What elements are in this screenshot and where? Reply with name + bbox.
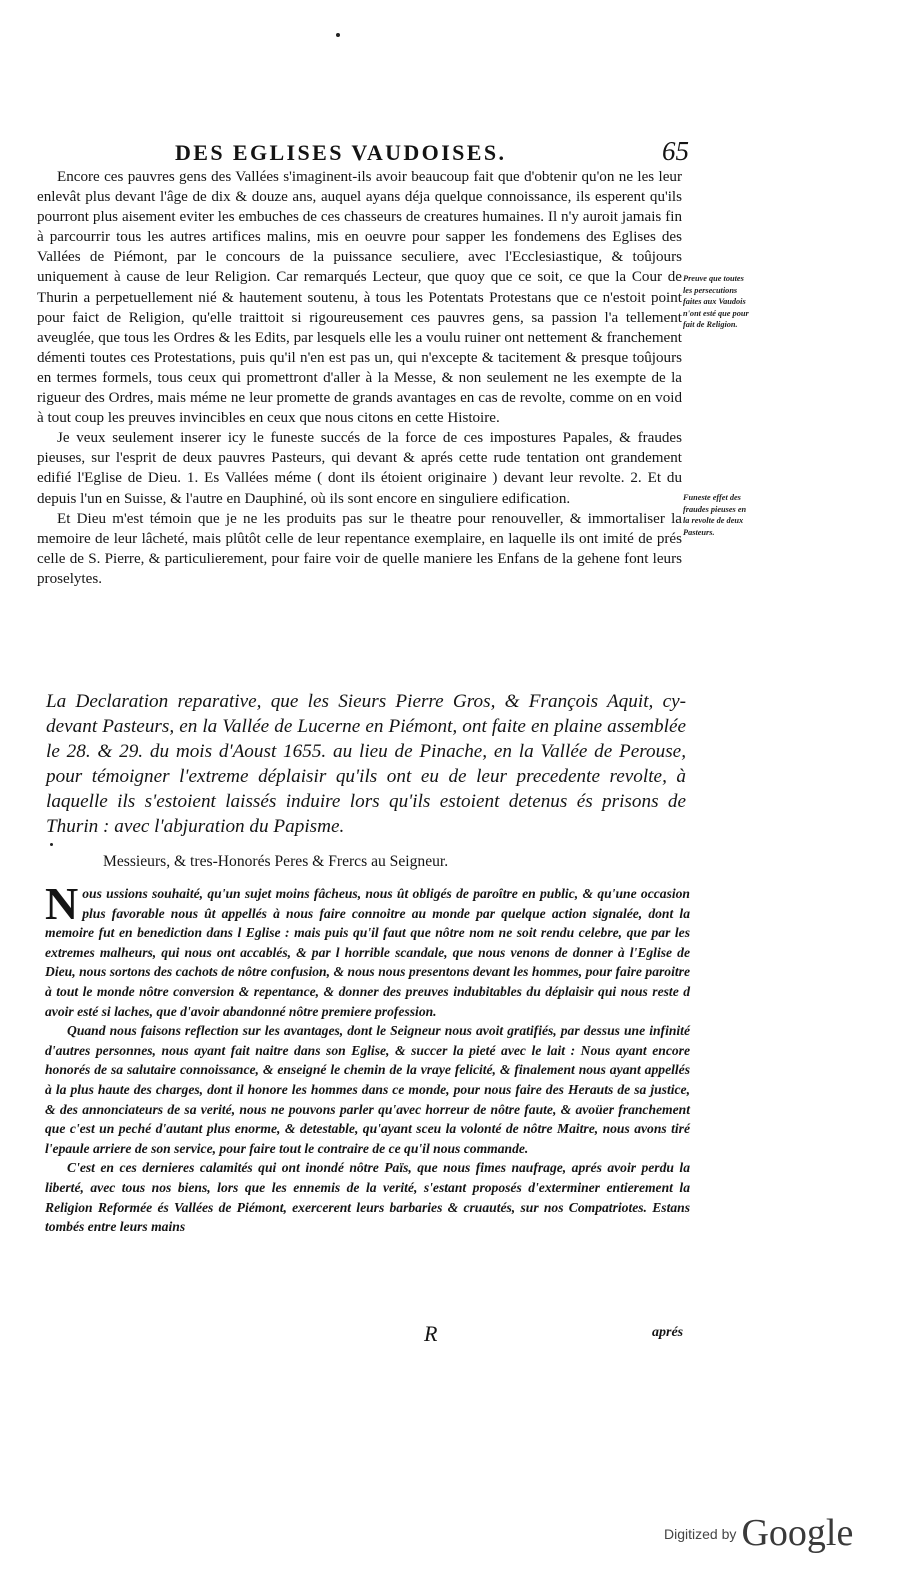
- main-text: [37, 167, 682, 589]
- signature-mark: R: [424, 1321, 438, 1346]
- declaration-text: [45, 878, 690, 1237]
- declaration-paragraph: C'est en ces dernieres calamités qui ont inondé nôtre Païs, que nous fimes naufrage, aprés avoir perdu la liberté, avec tous nos biens, lors que les ennemis de la verité, s'estant proposés d'exterminer entierement la Religion Reformée és Vallées de Piémont, exercerent leurs barbaries & cruautés, sur nos Compatriotes. Estans tombés entre leurs mains: [45, 1160, 690, 1235]
- declaration-title: La Declaration reparative, que les Sieurs Pierre Gros, & François Aquit, cy-devant Pasteurs, en la Vallée de Lucerne en Piémont, ont faite en plaine assemblée le 28. & 29. du mois d'Aoust 1655. au lieu de Pinache, en la Vallée de Perouse, pour témoigner l'extreme déplaisir qu'ils ont eu de leur precedente revolte, à laquelle ils s'estoient laissés induire lors qu'ils estoient detenus és prisons de Thurin : avec l'abjuration du Papisme.: [46, 691, 686, 837]
- ink-speck: [50, 843, 53, 846]
- watermark-prefix: Digitized by: [664, 1526, 737, 1542]
- running-title: DES EGLISES VAUDOISES.: [175, 140, 507, 165]
- paragraph-text: ous ussions souhaité, qu'un sujet moins fâcheus, nous ût obligés de paroître en public, & qu'une occasion plus favorable nous ût appellés à nous faire connoitre au monde par quelque action signalée, dont la memoire fut en benediction dans l Eglise : mais puis qu'il faut que nôtre nom ne soit rendu celebre, que par les extremes malheurs, qui nous ont accablés, & par l horrible scandale, que nous venons de donner à l'Eglise de Dieu, nous sortons des cachots de nôtre confusion, & nous nous presentons devant les hommes, pour faire paroitre à tout le monde nôtre conversion & repentance, & donner des preuves indubitables du déplaisir qui nous reste d avoir esté si laches, que d'avoir abandonné nôtre premiere profession.: [45, 886, 690, 1019]
- declaration-paragraph: [45, 878, 690, 1021]
- margin-note: Preuve que toutes les persecutions faites aux Vaudois n'ont esté que pour fait de Religion.: [683, 274, 749, 329]
- drop-cap: N: [45, 878, 79, 929]
- ink-speck: [336, 33, 340, 37]
- margin-note: Funeste effet des fraudes pieuses en la revolte de deux Pasteurs.: [683, 493, 747, 537]
- salutation: Messieurs, & tres-Honorés Peres & Frercs au Seigneur.: [103, 853, 449, 870]
- page-number: 65: [662, 136, 689, 166]
- declaration-paragraph: Quand nous faisons reflection sur les avantages, dont le Seigneur nous avoit gratifiés, par dessus une infinité d'autres personnes, nous ayant fait naitre dans son Eglise, & succer la pieté avec le lait : Nous ayant encore honorés de sa salutaire connoissance, & enseigné le chemin de la vraye felicité, & finalement nous ayant appellés à la plus haute des charges, dont il honore les hommes dans ce monde, pour nous faire des Herauts de sa justice, & des annonciateurs de sa verité, nous ne pouvons parler qu'avec horreur de nôtre faute, & avoüer franchement que c'est un peché d'autant plus enorme, & detestable, qu'ayant sceu la volonté de nôtre Maitre, nous avons tiré l'epaule arriere de son service, pour faire tout le contraire de ce qu'il nous commande.: [45, 1023, 690, 1156]
- page-header: [175, 136, 695, 166]
- paragraph: Encore ces pauvres gens des Vallées s'imaginent-ils avoir beaucoup fait que d'obtenir qu'on ne les leur enlevât plus devant l'âge de dix & douze ans, auquel ayans déja quelque connoissance, ils esperent qu'ils pourront plus aisement eviter les embuches de ces chasseurs de creatures humaines. Il n'y auroit jamais fin à parcourrir tous les autres artifices malins, mis en oeuvre pour sapper les fondemens des Eglises des Vallées de Piémont, par le concours de la puissance seculiere, avec l'Ecclesiastique, & toûjours uniquement à cause de leur Religion. Car remarqués Lecteur, que quoy que ce soit, ce que la Cour de Thurin a perpetuellement nié & hautement soutenu, à tous les Potentats Protestans que ce n'estoit point pour faict de Religion, qu'elle traittoit si rigoureusement ces pauvres gens, sa passion l'a tellement aveuglée, que tous les Ordres & les Edits, par lesquels elle les a voulu ruiner ont nettement & franchement démenti toutes ces Protestations, puis qu'il n'en est pas un, qui n'excepte & tacitement & presque toûjours en termes formels, tous ceux qui promettront d'aller à la Messe, & non seulement ne les exempte de la rigueur des Ordres, mais méme ne leur promette de grands avantages en cas de revolte, comme on en void à tout coup les preuves invincibles en ceux que nous citons en cette Histoire.: [37, 169, 682, 427]
- digitized-watermark: [664, 1511, 853, 1555]
- catchword: aprés: [652, 1325, 684, 1340]
- paragraph: Et Dieu m'est témoin que je ne les produits pas sur le theatre pour renouveller, & immortaliser la memoire de leur lâcheté, mais plûtôt celle de leur repentance exemplaire, en laquelle ils ont imité de prés celle de S. Pierre, & particulierement, pour faire voir de quelle maniere les Enfans de la gehene font leurs proselytes.: [37, 510, 682, 587]
- paragraph: Je veux seulement inserer icy le funeste succés de la force de ces impostures Papales, & fraudes pieuses, sur l'esprit de deux pauvres Pasteurs, qui devant & aprés cette rude tentation ont grandement edifié l'Eglise de Dieu. 1. Es Vallées méme ( dont ils étoient originaire ) devant leur revolte. 2. Et du depuis l'un en Suisse, & l'autre en Dauphiné, où ils sont encore en singuliere edification.: [37, 430, 682, 507]
- google-logo: Google: [741, 1512, 854, 1554]
